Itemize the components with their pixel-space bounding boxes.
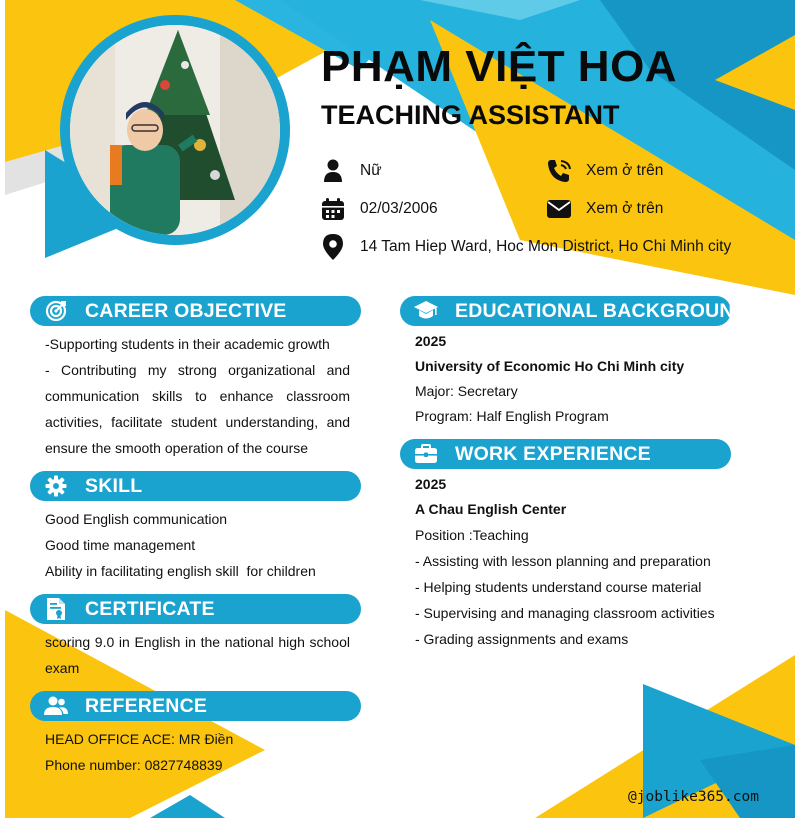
reference-body xyxy=(45,726,350,778)
skill-item: Good time management xyxy=(45,537,196,553)
education-school: University of Economic Ho Chi Minh city xyxy=(415,358,685,374)
skill-title: SKILL xyxy=(85,474,143,497)
work-duty: - Supervising and managing classroom activities xyxy=(415,605,715,621)
envelope-icon xyxy=(546,196,572,222)
work-duty: - Grading assignments and exams xyxy=(415,631,629,647)
career-objective-header xyxy=(30,296,361,326)
skill-body xyxy=(45,506,350,584)
career-objective-title: CAREER OBJECTIVE xyxy=(85,299,287,322)
certificate-text: scoring 9.0 in English in the national high school exam xyxy=(45,634,350,676)
watermark: @joblike365.com xyxy=(628,789,759,805)
work-year: 2025 xyxy=(415,476,447,492)
education-major: Major: Secretary xyxy=(415,383,518,399)
contact-gender xyxy=(320,158,382,184)
email-value: Xem ở trên xyxy=(586,200,664,217)
contact-birthdate xyxy=(320,196,438,222)
target-icon xyxy=(44,299,68,323)
profile-photo xyxy=(70,25,280,235)
work-company: A Chau English Center xyxy=(415,501,567,517)
phone-icon xyxy=(546,158,572,184)
contact-address xyxy=(320,234,731,260)
education-title: EDUCATIONAL BACKGROUND xyxy=(455,299,748,322)
contact-email xyxy=(546,196,663,222)
reference-line: HEAD OFFICE ACE: MR Điền xyxy=(45,731,234,747)
certificate-icon xyxy=(44,597,68,621)
work-role: Position :Teaching xyxy=(415,527,529,543)
education-header xyxy=(400,296,748,326)
contact-phone xyxy=(546,158,663,184)
users-icon xyxy=(44,694,68,718)
skill-header xyxy=(30,471,361,501)
phone-value: Xem ở trên xyxy=(586,162,664,179)
work-title: WORK EXPERIENCE xyxy=(455,442,651,465)
career-objective-body xyxy=(45,331,350,461)
education-program: Program: Half English Program xyxy=(415,408,609,424)
gender-value: Nữ xyxy=(360,162,382,179)
graduation-cap-icon xyxy=(414,299,438,323)
work-duty: - Helping students understand course material xyxy=(415,579,702,595)
reference-header xyxy=(30,691,361,721)
skill-item: Ability in facilitating english skill for children xyxy=(45,563,316,579)
user-icon xyxy=(320,158,346,184)
candidate-name: PHẠM VIỆT HOA xyxy=(321,42,678,91)
work-header xyxy=(400,439,731,469)
calendar-icon xyxy=(320,196,346,222)
candidate-position: TEACHING ASSISTANT xyxy=(321,100,620,130)
objective-line: - Contributing my strong organizational and communication skills to enhance classroom activities, facilitate student understanding, and ensure the smooth operation of the course xyxy=(45,362,350,456)
briefcase-icon xyxy=(414,442,438,466)
gear-icon xyxy=(44,474,68,498)
location-pin-icon xyxy=(320,234,346,260)
certificate-header xyxy=(30,594,361,624)
work-duty: - Assisting with lesson planning and preparation xyxy=(415,553,711,569)
education-body xyxy=(415,329,745,429)
skill-item: Good English communication xyxy=(45,511,228,527)
reference-title: REFERENCE xyxy=(85,694,208,717)
birthdate-value: 02/03/2006 xyxy=(360,200,438,217)
certificate-title: CERTIFICATE xyxy=(85,597,215,620)
objective-line: -Supporting students in their academic growth xyxy=(45,336,330,352)
reference-line: Phone number: 0827748839 xyxy=(45,757,223,773)
address-value: 14 Tam Hiep Ward, Hoc Mon District, Ho Chi Minh city xyxy=(360,238,732,255)
work-body xyxy=(415,472,745,652)
education-year: 2025 xyxy=(415,333,447,349)
